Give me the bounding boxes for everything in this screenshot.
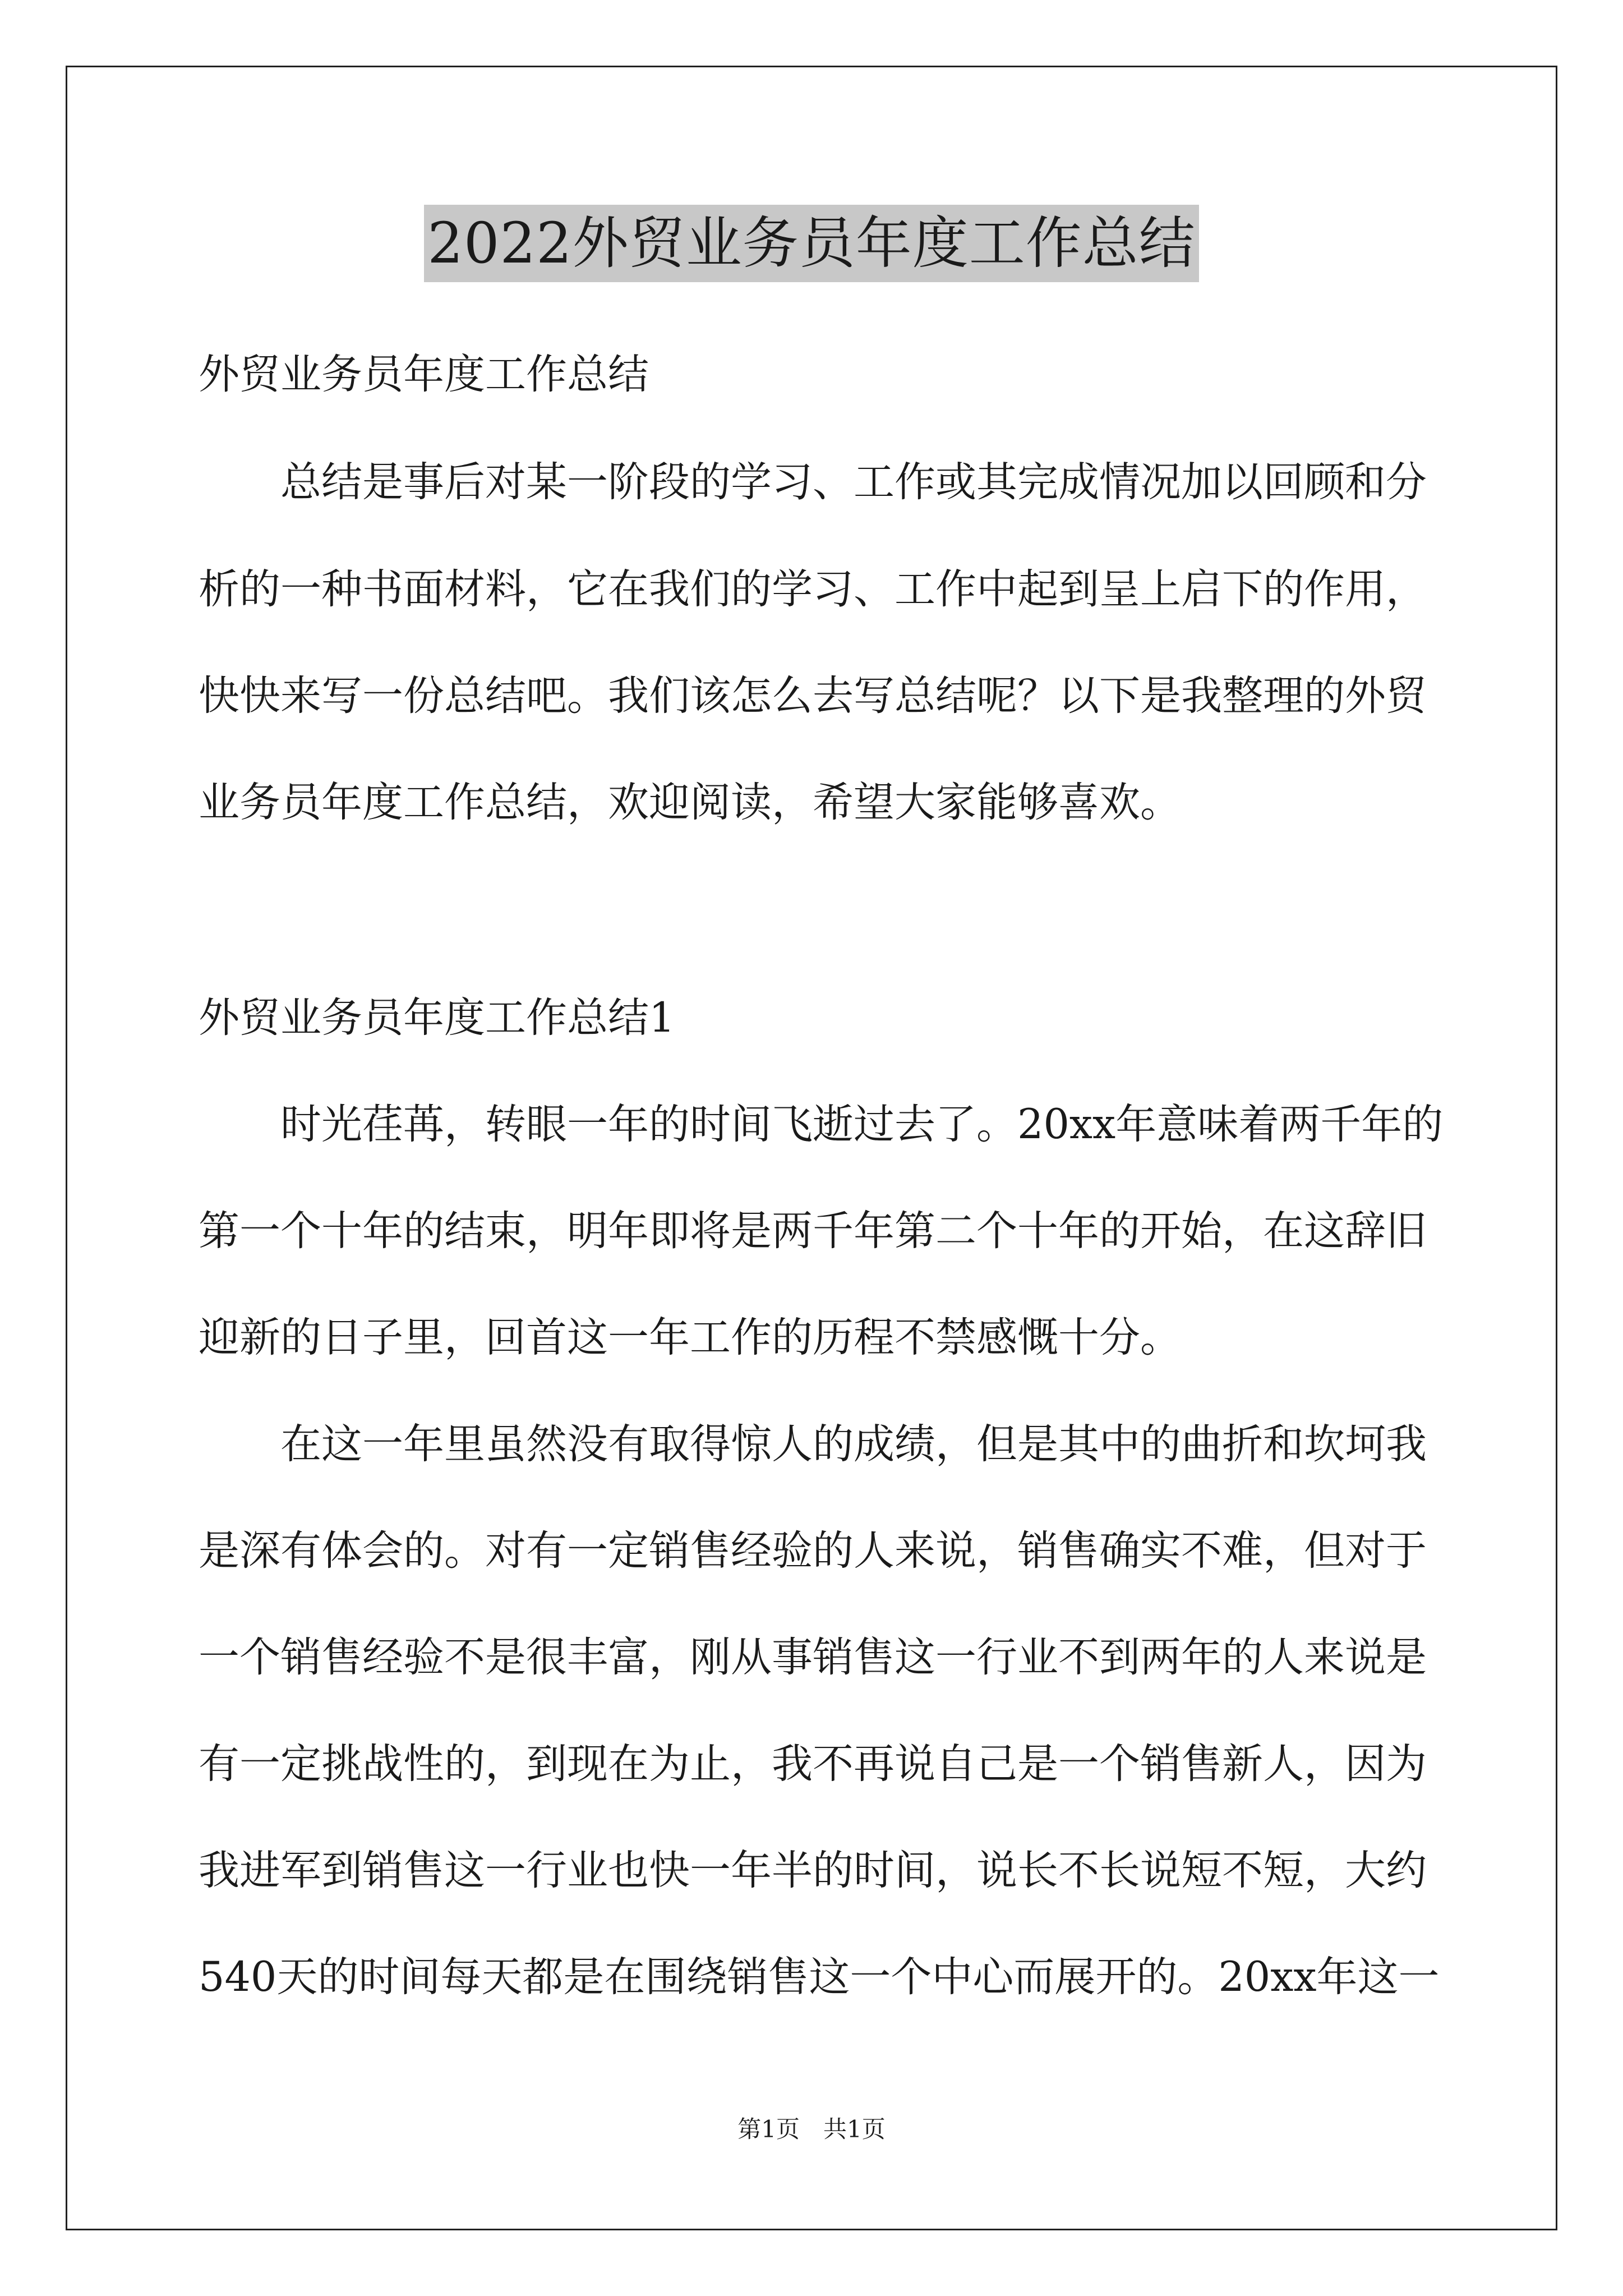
page-footer: 第1页 共1页 [737, 2115, 886, 2143]
section1-para2-line-2: 是深有体会的。对有一定销售经验的人来说，销售确实不难，但对于 [199, 1527, 1427, 1575]
section1-para1-line-1: 时光荏苒，转眼一年的时间飞逝过去了。20xx年意味着两千年的 [280, 1101, 1444, 1148]
intro-line-3: 快快来写一份总结吧。我们该怎么去写总结呢？以下是我整理的外贸 [199, 672, 1427, 720]
intro-line-1: 总结是事后对某一阶段的学习、工作或其完成情况加以回顾和分 [280, 458, 1427, 506]
intro-line-4: 业务员年度工作总结，欢迎阅读，希望大家能够喜欢。 [199, 779, 1181, 826]
subtitle: 外贸业务员年度工作总结 [199, 351, 649, 398]
title-container [0, 205, 1623, 282]
section1-para1-line-2: 第一个十年的结束，明年即将是两千年第二个十年的开始，在这辞旧 [199, 1207, 1427, 1255]
section1-para2-line-5: 我进军到销售这一行业也快一年半的时间，说长不长说短不短，大约 [199, 1847, 1427, 1894]
section1-para2-line-1: 在这一年里虽然没有取得惊人的成绩，但是其中的曲折和坎坷我 [280, 1420, 1427, 1468]
section1-para2-line-3: 一个销售经验不是很丰富，刚从事销售这一行业不到两年的人来说是 [199, 1634, 1427, 1681]
intro-line-2: 析的一种书面材料，它在我们的学习、工作中起到呈上启下的作用， [199, 565, 1427, 613]
document-title: 2022外贸业务员年度工作总结 [424, 205, 1199, 282]
section1-para1-line-3: 迎新的日子里，回首这一年工作的历程不禁感慨十分。 [199, 1314, 1181, 1361]
section1-heading: 外贸业务员年度工作总结1 [199, 994, 675, 1042]
section1-para2-line-4: 有一定挑战性的，到现在为止，我不再说自己是一个销售新人，因为 [199, 1740, 1427, 1788]
section1-para2-line-6: 540天的时间每天都是在围绕销售这一个中心而展开的。20xx年这一 [199, 1953, 1440, 2001]
